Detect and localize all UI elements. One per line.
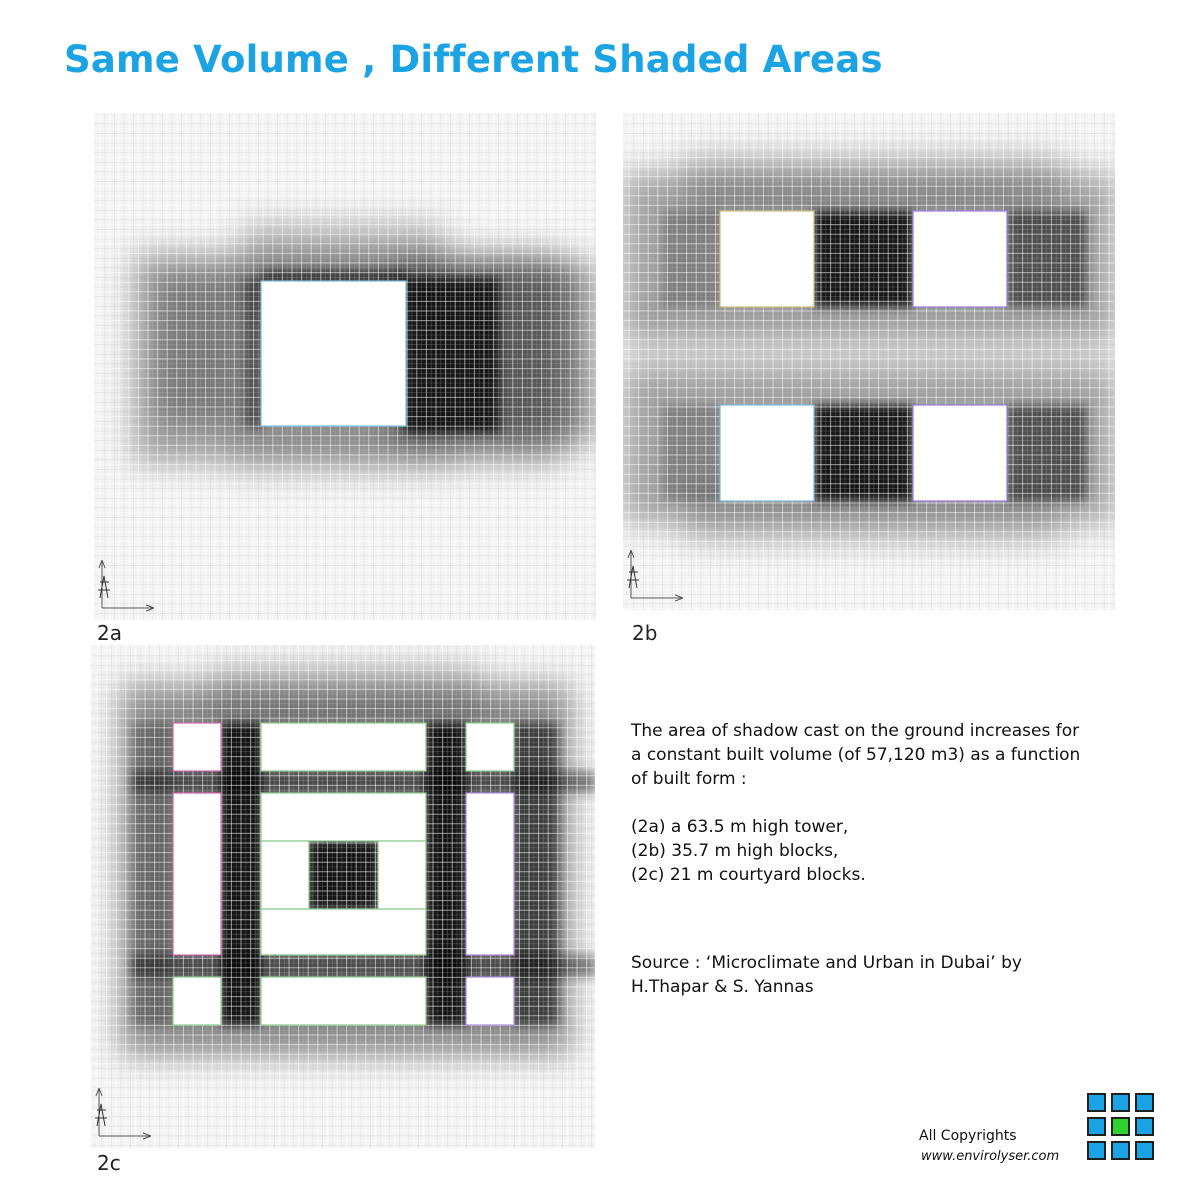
source-line: Source : ‘Microclimate and Urban in Dubai’ by <box>631 953 1022 973</box>
building-footprint <box>913 211 1007 307</box>
building-footprint <box>261 977 426 1025</box>
panel-label-2b: 2b <box>632 621 658 645</box>
building-footprint <box>261 909 426 955</box>
logo-square <box>1087 1093 1106 1112</box>
description-line: The area of shadow cast on the ground increases for <box>631 721 1080 741</box>
description-item-2a: (2a) a 63.5 m high tower, <box>631 817 849 837</box>
envirolyser-logo <box>1087 1093 1159 1165</box>
logo-square <box>1135 1117 1154 1136</box>
building-footprint <box>466 977 514 1025</box>
panel-label-2c: 2c <box>97 1151 121 1175</box>
description-line: a constant built volume (of 57,120 m3) as a function <box>631 745 1081 765</box>
description-line: of built form : <box>631 769 747 789</box>
building-footprint <box>466 723 514 771</box>
description-item-2b: (2b) 35.7 m high blocks, <box>631 841 839 861</box>
website-link[interactable]: www.envirolyser.com <box>921 1149 1060 1164</box>
logo-square <box>1135 1141 1154 1160</box>
logo-square <box>1111 1141 1130 1160</box>
shadow-map-2c <box>91 645 595 1148</box>
shadow-map-2b <box>623 113 1115 610</box>
description-item-2c: (2c) 21 m courtyard blocks. <box>631 865 866 885</box>
logo-square <box>1111 1093 1130 1112</box>
building-footprint <box>261 841 309 909</box>
page-title: Same Volume , Different Shaded Areas <box>64 38 883 81</box>
panel-label-2a: 2a <box>97 621 122 645</box>
building-footprint <box>466 793 514 955</box>
building-footprint <box>261 281 406 426</box>
logo-square <box>1135 1093 1154 1112</box>
building-footprint <box>173 977 221 1025</box>
building-footprint <box>173 723 221 771</box>
building-footprint <box>913 405 1007 501</box>
logo-square <box>1087 1117 1106 1136</box>
shadow-map-2a <box>94 113 596 620</box>
logo-square-center <box>1111 1117 1130 1136</box>
logo-square <box>1087 1141 1106 1160</box>
copyright-text: All Copyrights <box>919 1128 1017 1144</box>
description <box>631 719 1101 999</box>
source-line: H.Thapar & S. Yannas <box>631 977 814 997</box>
building-footprint <box>173 793 221 955</box>
building-footprint <box>261 723 426 771</box>
building-footprint <box>261 793 426 841</box>
building-footprint <box>720 405 814 501</box>
building-footprint <box>720 211 814 307</box>
building-footprint <box>378 841 426 909</box>
